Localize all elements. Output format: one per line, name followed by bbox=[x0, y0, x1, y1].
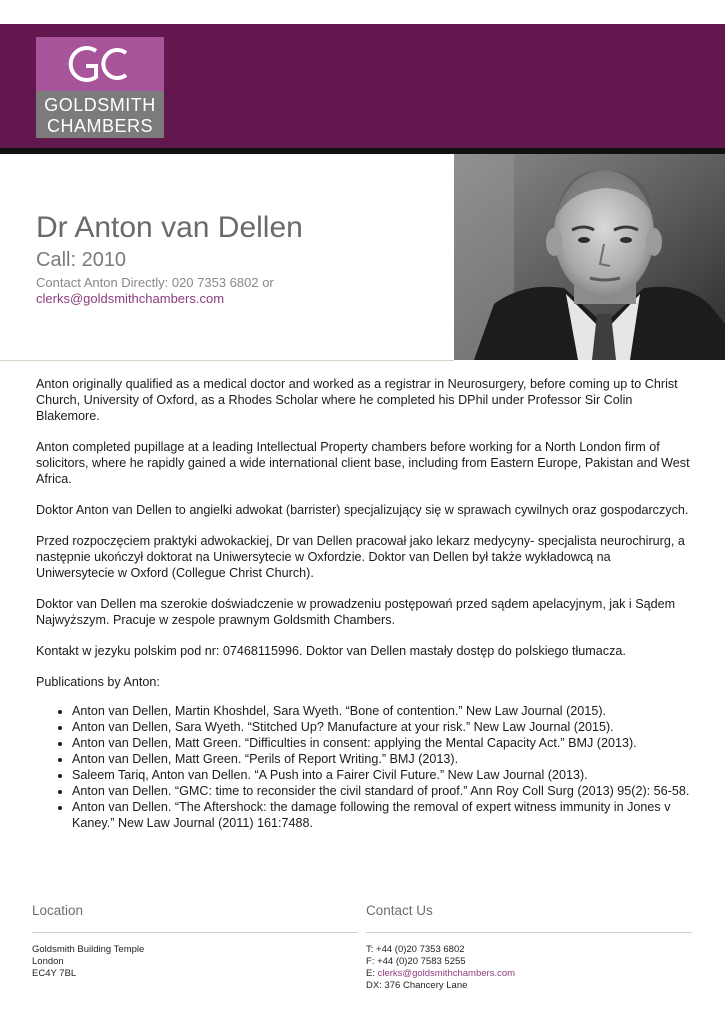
publication-item: • Saleem Tariq, Anton van Dellen. “A Push into a Fairer Civil Future.” New Law Journal (2013). bbox=[72, 767, 690, 783]
gc-monogram-icon bbox=[36, 37, 164, 91]
email-label: E: bbox=[366, 968, 378, 979]
bio-paragraph: Doktor Anton van Dellen to angielki adwokat (barrister) specjalizujący się w sprawach cywilnych oraz gospodarczych. bbox=[36, 503, 689, 517]
publication-item: • Anton van Dellen, Sara Wyeth. “Stitched Up? Manufacture at your risk.” New Law Journal (2015). bbox=[72, 719, 690, 735]
profile-photo bbox=[454, 154, 725, 360]
publication-item: • Anton van Dellen, Matt Green. “Perils of Report Writing.” BMJ (2013). bbox=[72, 751, 690, 767]
contact-phone-text: Contact Anton Directly: 020 7353 6802 or bbox=[36, 275, 274, 290]
publications-list bbox=[36, 703, 690, 831]
contact-email-link[interactable]: clerks@goldsmithchambers.com bbox=[36, 291, 225, 306]
bio-paragraph: Anton completed pupillage at a leading Intellectual Property chambers before working for a North London firm of solicitors, where he rapidly gained a wide international client base, including from Eastern Europe, Pakistan and West Africa. bbox=[36, 440, 690, 486]
publication-item: • Anton van Dellen, Matt Green. “Difficulties in consent: applying the Mental Capacity Act.” BMJ (2013). bbox=[72, 735, 690, 751]
fax: F: +44 (0)20 7583 5255 bbox=[366, 956, 466, 967]
address-line: London bbox=[32, 956, 64, 967]
address-line: EC4Y 7BL bbox=[32, 968, 77, 979]
location-address bbox=[32, 944, 358, 980]
bio-paragraph: Kontakt w jezyku polskim pod nr: 07468115996. Doktor van Dellen mastały dostęp do polskiego tłumacza. bbox=[36, 644, 626, 658]
bio-paragraph: Doktor van Dellen ma szerokie doświadczenie w prowadzeniu postępowań przed sądem apelacyjnym, jak i Sądem Najwyższym. Pracuje w zespole prawnym Goldsmith Chambers. bbox=[36, 597, 676, 627]
biography bbox=[36, 376, 690, 831]
profile-heading bbox=[36, 210, 436, 307]
email-row bbox=[366, 968, 692, 980]
bio-paragraph: Przed rozpoczęciem praktyki adwokackiej, Dr van Dellen pracował jako lekarz medycyny- specjalista neurochirurg, a następnie ukończył doktorat na Uniwersytecie w Oxfordzie. Doktor van Dellen był także wykładowcą na Uniwersytecie w Oxford (Collegue Christ Church). bbox=[36, 534, 685, 580]
contact-details bbox=[366, 944, 692, 992]
logo-text-line1: GOLDSMITH bbox=[44, 95, 156, 115]
portrait-image bbox=[454, 154, 725, 360]
direct-contact bbox=[36, 275, 436, 307]
bio-paragraph: Anton originally qualified as a medical doctor and worked as a registrar in Neurosurgery, before coming up to Christ Church, University of Oxford, as a Rhodes Scholar where he completed his DPhil under Professor Sir Colin Blakemore. bbox=[36, 377, 678, 423]
goldsmith-chambers-logo[interactable] bbox=[36, 37, 164, 138]
publication-item: • Anton van Dellen. “The Aftershock: the damage following the removal of expert witness immunity in Jones v Kaney.” New Law Journal (2011) 161:7488. bbox=[72, 799, 690, 831]
dx-address: DX: 376 Chancery Lane bbox=[366, 980, 468, 991]
publication-item: • Anton van Dellen. “GMC: time to reconsider the civil standard of proof.” Ann Roy Coll Surg (2013) 95(2): 56-58. bbox=[72, 783, 690, 799]
footer-location bbox=[32, 902, 358, 980]
address-line: Goldsmith Building Temple bbox=[32, 944, 145, 955]
publications-heading: Publications by Anton: bbox=[36, 675, 160, 689]
contact-title: Contact Us bbox=[366, 902, 692, 933]
publication-item: • Anton van Dellen, Martin Khoshdel, Sara Wyeth. “Bone of contention.” New Law Journal (2015). bbox=[72, 703, 690, 719]
telephone: T: +44 (0)20 7353 6802 bbox=[366, 944, 465, 955]
footer-email-link[interactable]: clerks@goldsmithchambers.com bbox=[377, 968, 516, 979]
location-title: Location bbox=[32, 902, 358, 933]
barrister-name: Dr Anton van Dellen bbox=[36, 211, 303, 244]
hero-divider bbox=[0, 360, 454, 361]
logo-text-line2: CHAMBERS bbox=[46, 116, 153, 136]
footer-contact bbox=[366, 902, 692, 992]
call-year: Call: 2010 bbox=[36, 249, 127, 271]
